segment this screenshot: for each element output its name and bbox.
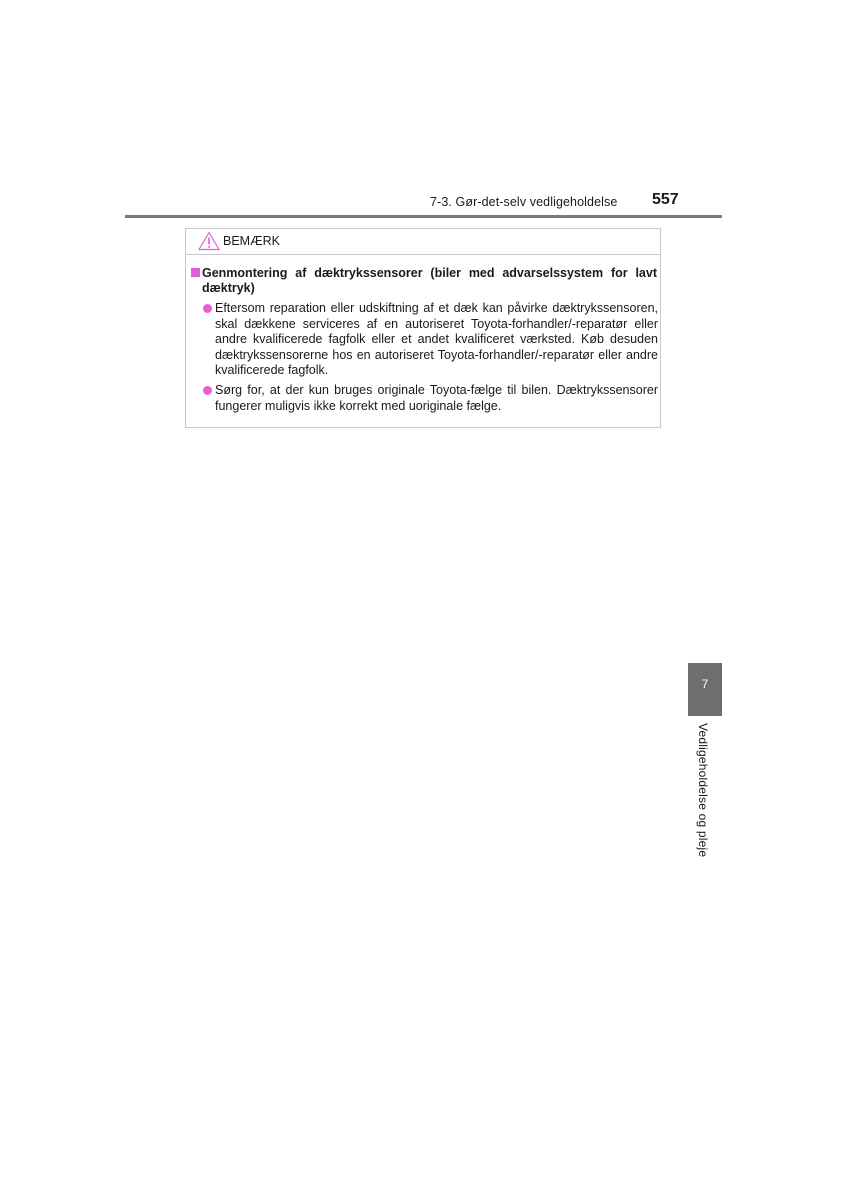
page-number: 557 — [652, 191, 679, 208]
notice-box — [185, 228, 661, 428]
notice-bullet-2 — [203, 383, 658, 414]
notice-header — [186, 229, 660, 255]
notice-label: BEMÆRK — [223, 234, 280, 248]
square-bullet-icon — [191, 268, 200, 277]
notice-heading-row — [191, 266, 657, 296]
warning-triangle-icon — [198, 231, 220, 251]
chapter-title: Vedligeholdelse og pleje — [696, 723, 710, 858]
header-section-title: 7-3. Gør-det-selv vedligeholdelse — [430, 195, 618, 209]
circle-bullet-icon — [203, 304, 212, 313]
notice-bullet-1 — [203, 301, 658, 379]
chapter-tab — [688, 663, 722, 716]
chapter-number: 7 — [701, 677, 709, 691]
circle-bullet-icon — [203, 386, 212, 395]
notice-heading: Genmontering af dæktrykssensorer (biler med advarselssystem for lavt dæktryk) — [202, 266, 657, 295]
notice-bullet-text: Sørg for, at der kun bruges originale Toyota-fælge til bilen. Dæktrykssensorer fungerer muligvis ikke korrekt med uoriginale fælge. — [215, 383, 658, 413]
header-rule — [125, 215, 722, 218]
notice-bullet-text: Eftersom reparation eller udskiftning af et dæk kan påvirke dæktrykssensoren, skal dækkene serviceres af en autoriseret Toyota-forhandler/-reparatør eller andre kvalificerede fagfolk eller et andet kvalificeret værksted. Køb desuden dæktrykssensorerne hos en autoriseret Toyota-forhandler/-reparatør eller andre kvalificerede fagfolk. — [215, 301, 658, 378]
